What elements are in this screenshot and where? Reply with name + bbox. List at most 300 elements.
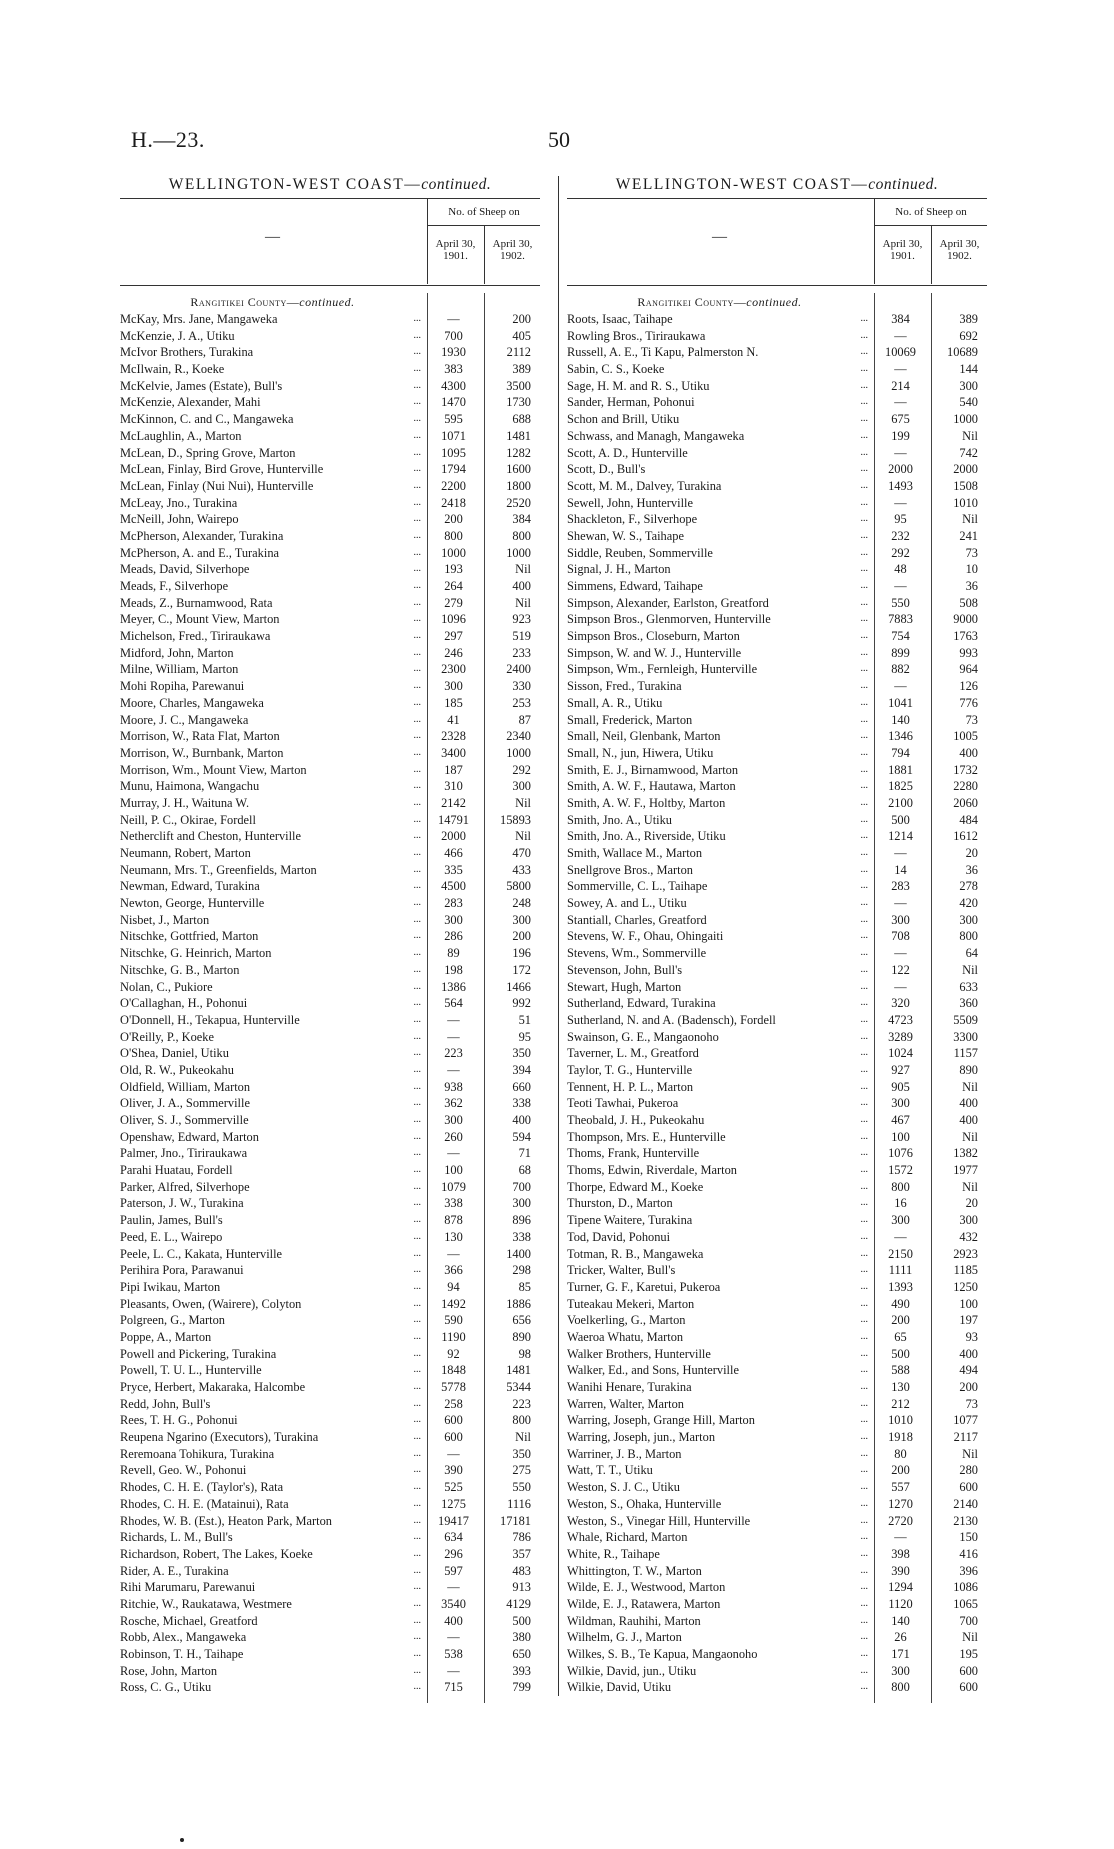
sheep-1901: 2418 xyxy=(441,495,466,510)
table-row xyxy=(567,862,987,879)
sheep-1902: 1065 xyxy=(953,1596,978,1611)
sheep-1902: 73 xyxy=(965,712,978,727)
sheep-1901: 198 xyxy=(444,962,463,977)
sheep-1902: 594 xyxy=(512,1129,531,1144)
sheep-1901: 100 xyxy=(444,1163,463,1178)
table-row xyxy=(120,678,540,695)
owner-name: Paterson, J. W., Turakina ... xyxy=(120,1196,421,1211)
sheep-1901: 26 xyxy=(894,1630,907,1645)
table-row xyxy=(120,695,540,712)
sheep-1902: 100 xyxy=(959,1296,978,1311)
owner-name: Scott, A. D., Hunterville ... xyxy=(567,445,868,460)
sheep-1901: 390 xyxy=(444,1463,463,1478)
table-row xyxy=(567,595,987,612)
owner-name: Revell, Geo. W., Pohonui ... xyxy=(120,1463,421,1478)
owner-name: Siddle, Reuben, Sommerville ... xyxy=(567,545,868,560)
sheep-1902: 380 xyxy=(512,1630,531,1645)
sheep-1901: 10069 xyxy=(885,345,916,360)
table-row xyxy=(567,1045,987,1062)
sheep-1901: 122 xyxy=(891,962,910,977)
table-row xyxy=(120,1496,540,1513)
table-row xyxy=(120,661,540,678)
sheep-1901: 3540 xyxy=(441,1596,466,1611)
sheep-1901: 279 xyxy=(444,595,463,610)
sheep-1902: 200 xyxy=(959,1380,978,1394)
sheep-1902: 2923 xyxy=(953,1246,978,1261)
sheep-1901: 65 xyxy=(894,1329,907,1344)
table-row xyxy=(120,495,540,512)
sheep-1902: 9000 xyxy=(953,612,978,627)
owner-name: Parker, Alfred, Silverhope ... xyxy=(120,1179,421,1194)
table-row xyxy=(567,1162,987,1179)
sheep-1901: — xyxy=(894,362,907,377)
owner-name: Wilkes, S. B., Te Kapua, Mangaonoho ... xyxy=(567,1647,868,1661)
table-row xyxy=(567,495,987,512)
owner-name: Schon and Brill, Utiku ... xyxy=(567,412,868,427)
owner-name: Sage, H. M. and R. S., Utiku ... xyxy=(567,378,868,393)
sheep-1902: 470 xyxy=(512,846,531,860)
owner-name: Wilde, E. J., Ratawera, Marton ... xyxy=(567,1596,868,1611)
sheep-1901: 338 xyxy=(444,1196,463,1211)
owner-name: Weston, S., Ohaka, Hunterville ... xyxy=(567,1496,868,1511)
sheep-1901: 14791 xyxy=(438,812,469,827)
owner-name: Simpson, W. and W. J., Hunterville ... xyxy=(567,645,868,660)
owner-name: Scott, D., Bull's ... xyxy=(567,462,868,477)
owner-name: Thorpe, Edward M., Koeke ... xyxy=(567,1179,868,1194)
owner-name: Totman, R. B., Mangaweka ... xyxy=(567,1246,868,1261)
table-row xyxy=(567,1496,987,1513)
sheep-1901: 754 xyxy=(891,629,910,644)
sheep-1901: 1000 xyxy=(441,545,466,560)
table-row xyxy=(567,528,987,545)
sheep-1901: 187 xyxy=(444,762,463,777)
sheep-1901: — xyxy=(894,979,907,994)
table-row xyxy=(120,1229,540,1246)
sheep-1901: 1079 xyxy=(441,1179,466,1194)
sheep-1901: 300 xyxy=(891,1663,910,1678)
sheep-1901: — xyxy=(894,679,907,694)
sheep-1902: 350 xyxy=(512,1446,531,1461)
table-row xyxy=(120,1246,540,1263)
owner-name: Smith, Jno. A., Utiku ... xyxy=(567,812,868,827)
sheep-1901: 212 xyxy=(891,1396,910,1411)
table-row xyxy=(120,611,540,628)
sheep-1901: — xyxy=(447,1146,460,1161)
table-row xyxy=(120,361,540,378)
owner-name: Pryce, Herbert, Makaraka, Halcombe ... xyxy=(120,1380,421,1394)
owner-name: White, R., Taihape ... xyxy=(567,1546,868,1561)
owner-name: Simpson Bros., Closeburn, Marton ... xyxy=(567,629,868,644)
sheep-1902: 1000 xyxy=(506,545,531,560)
sheep-1902: 400 xyxy=(959,745,978,760)
table-row xyxy=(567,1212,987,1229)
sheep-1901: 320 xyxy=(891,996,910,1011)
sheep-1902: 200 xyxy=(512,312,531,326)
sheep-1902: 197 xyxy=(959,1313,978,1328)
owner-name: Roots, Isaac, Taihape ... xyxy=(567,312,868,326)
sheep-1901: 296 xyxy=(444,1546,463,1561)
owner-name: McPherson, Alexander, Turakina ... xyxy=(120,528,421,543)
sheep-1902: Nil xyxy=(515,795,531,810)
sheep-1902: 275 xyxy=(512,1463,531,1478)
table-row xyxy=(120,745,540,762)
owner-name: Moore, J. C., Mangaweka ... xyxy=(120,712,421,727)
table-row xyxy=(567,1112,987,1129)
owner-name: Warring, Joseph, Grange Hill, Marton ... xyxy=(567,1413,868,1428)
owner-name: Old, R. W., Pukeokahu ... xyxy=(120,1062,421,1077)
table-row xyxy=(567,1596,987,1613)
sheep-1902: 10689 xyxy=(947,345,978,360)
sheep-1902: 360 xyxy=(959,996,978,1011)
owner-name: Perihira Pora, Parawanui ... xyxy=(120,1263,421,1278)
sheep-1901: 14 xyxy=(894,862,907,877)
sheep-1902: 913 xyxy=(512,1580,531,1595)
sheep-1902: 195 xyxy=(959,1647,978,1661)
sheep-1901: 2328 xyxy=(441,729,466,744)
owner-name: O'Reilly, P., Koeke ... xyxy=(120,1029,421,1044)
table-row xyxy=(120,1546,540,1563)
table-row xyxy=(120,1479,540,1496)
table-row xyxy=(120,1212,540,1229)
sheep-1902: 1000 xyxy=(506,745,531,760)
table-row xyxy=(567,344,987,361)
sheep-1902: 200 xyxy=(512,929,531,944)
owner-name: Moore, Charles, Mangaweka ... xyxy=(120,695,421,710)
owner-name: Rihi Marumaru, Parewanui ... xyxy=(120,1580,421,1595)
owner-name: McKay, Mrs. Jane, Mangaweka ... xyxy=(120,312,421,326)
owner-name: Powell, T. U. L., Hunterville ... xyxy=(120,1363,421,1378)
sheep-1902: Nil xyxy=(962,962,978,977)
sheep-1901: 938 xyxy=(444,1079,463,1094)
sheep-1901: 95 xyxy=(894,512,907,527)
owner-name: Reremoana Tohikura, Turakina ... xyxy=(120,1446,421,1461)
sheep-1902: 964 xyxy=(959,662,978,677)
sheep-1901: 292 xyxy=(891,545,910,560)
sheep-1902: 36 xyxy=(965,862,978,877)
sheep-1902: Nil xyxy=(515,595,531,610)
sheep-1901: 1918 xyxy=(888,1430,913,1445)
sheep-1902: 1977 xyxy=(953,1163,978,1178)
table-row xyxy=(120,762,540,779)
header-1902: April 30, 1902. xyxy=(931,225,987,284)
owner-name: Taverner, L. M., Greatford ... xyxy=(567,1046,868,1061)
table-row xyxy=(567,378,987,395)
sheep-1901: 1214 xyxy=(888,829,913,844)
sheep-1901: 1386 xyxy=(441,979,466,994)
owner-name: Morrison, W., Rata Flat, Marton ... xyxy=(120,729,421,744)
sheep-1901: 130 xyxy=(891,1380,910,1394)
sheep-1901: 19417 xyxy=(438,1513,469,1528)
sheep-1902: 71 xyxy=(518,1146,531,1161)
sheep-1901: 89 xyxy=(447,946,460,961)
owner-name: Sisson, Fred., Turakina ... xyxy=(567,679,868,694)
table-header xyxy=(120,198,540,286)
sheep-1901: 390 xyxy=(891,1563,910,1578)
owner-name: McIlwain, R., Koeke ... xyxy=(120,362,421,377)
table-row xyxy=(120,411,540,428)
table-row xyxy=(120,812,540,829)
owner-name: Turner, G. F., Karetui, Pukeroa ... xyxy=(567,1279,868,1294)
sheep-1902: 500 xyxy=(512,1613,531,1628)
sheep-1902: Nil xyxy=(962,1179,978,1194)
sheep-1901: 1120 xyxy=(888,1596,913,1611)
sheep-1901: 1071 xyxy=(441,428,466,443)
table-row xyxy=(567,411,987,428)
table-row xyxy=(120,795,540,812)
sheep-1902: 300 xyxy=(959,378,978,393)
sheep-1901: 715 xyxy=(444,1680,463,1695)
owner-name: McLean, Finlay, Bird Grove, Hunterville ... xyxy=(120,462,421,477)
sheep-1901: 264 xyxy=(444,579,463,593)
sheep-1902: 1481 xyxy=(506,1363,531,1378)
owner-name: Reupena Ngarino (Executors), Turakina ... xyxy=(120,1430,421,1445)
table-row xyxy=(567,1012,987,1029)
sheep-1902: 2140 xyxy=(953,1496,978,1511)
owner-name: Rees, T. H. G., Pohonui ... xyxy=(120,1413,421,1428)
owner-name: McKinnon, C. and C., Mangaweka ... xyxy=(120,412,421,427)
table-row xyxy=(567,945,987,962)
sheep-1902: 357 xyxy=(512,1546,531,1561)
left-column xyxy=(120,176,540,1703)
page-number: 50 xyxy=(548,127,570,152)
sheep-1902: 1800 xyxy=(506,478,531,493)
table-row xyxy=(120,895,540,912)
sheep-1901: 232 xyxy=(891,528,910,543)
sheep-1902: Nil xyxy=(515,1430,531,1445)
owner-name: Rhodes, W. B. (Est.), Heaton Park, Marton ... xyxy=(120,1513,421,1528)
sheep-1901: 794 xyxy=(891,745,910,760)
sheep-1901: — xyxy=(894,846,907,860)
table-rows xyxy=(567,311,987,1696)
sheep-1902: 20 xyxy=(965,1196,978,1211)
table-row xyxy=(120,1613,540,1630)
sheep-1901: 140 xyxy=(891,712,910,727)
sheep-1901: 634 xyxy=(444,1530,463,1545)
sheep-1901: 1572 xyxy=(888,1163,913,1178)
sheep-1902: 1282 xyxy=(506,445,531,460)
sheep-1901: 557 xyxy=(891,1480,910,1495)
table-row xyxy=(120,545,540,562)
table-row xyxy=(567,1563,987,1580)
header-dash: — xyxy=(712,229,727,245)
sheep-1902: 896 xyxy=(512,1213,531,1228)
sheep-1902: 2117 xyxy=(953,1430,978,1445)
table-row xyxy=(120,595,540,612)
column-title: WELLINGTON-WEST COAST—continued. xyxy=(615,176,939,193)
sheep-1901: 200 xyxy=(891,1463,910,1478)
table-row xyxy=(120,1029,540,1046)
owner-name: Tod, David, Pohonui ... xyxy=(567,1229,868,1244)
owner-name: Whittington, T. W., Marton ... xyxy=(567,1563,868,1578)
sheep-1901: 300 xyxy=(444,912,463,927)
owner-name: Ritchie, W., Raukatawa, Westmere ... xyxy=(120,1596,421,1611)
table-row xyxy=(567,1095,987,1112)
owner-name: Smith, Wallace M., Marton ... xyxy=(567,846,868,860)
header-dash: — xyxy=(265,229,280,245)
table-row xyxy=(567,1129,987,1146)
owner-name: Small, Neil, Glenbank, Marton ... xyxy=(567,729,868,744)
sheep-1902: 799 xyxy=(512,1680,531,1695)
sheep-1902: 688 xyxy=(512,412,531,427)
sheep-1902: 400 xyxy=(959,1346,978,1361)
sheep-1901: 300 xyxy=(891,1213,910,1228)
owner-name: McPherson, A. and E., Turakina ... xyxy=(120,545,421,560)
sheep-1902: 350 xyxy=(512,1046,531,1061)
table-row xyxy=(567,1629,987,1646)
table-row xyxy=(567,428,987,445)
sheep-1902: 172 xyxy=(512,962,531,977)
owner-name: Tuteakau Mekeri, Marton ... xyxy=(567,1296,868,1311)
table-body xyxy=(120,293,540,1703)
sheep-1902: 700 xyxy=(512,1179,531,1194)
sheep-1902: 600 xyxy=(959,1680,978,1695)
sheep-1902: Nil xyxy=(962,1129,978,1144)
sheep-1902: 1400 xyxy=(506,1246,531,1261)
owner-name: Sabin, C. S., Koeke ... xyxy=(567,362,868,377)
sheep-1902: 1250 xyxy=(953,1279,978,1294)
table-row xyxy=(567,1362,987,1379)
sheep-1901: 2100 xyxy=(888,795,913,810)
right-column xyxy=(567,176,987,1703)
print-mark xyxy=(180,1838,184,1842)
sheep-1901: 600 xyxy=(444,1430,463,1445)
table-row xyxy=(120,1529,540,1546)
sheep-1901: 927 xyxy=(891,1062,910,1077)
table-row xyxy=(120,328,540,345)
sheep-1902: 400 xyxy=(959,1096,978,1111)
table-row xyxy=(567,1579,987,1596)
sheep-1901: — xyxy=(894,395,907,410)
sheep-1902: 600 xyxy=(959,1480,978,1495)
table-row xyxy=(120,461,540,478)
sheep-1901: 600 xyxy=(444,1413,463,1428)
sheep-1901: 538 xyxy=(444,1647,463,1661)
sheep-1902: 890 xyxy=(512,1329,531,1344)
table-row xyxy=(120,979,540,996)
sheep-1902: 416 xyxy=(959,1546,978,1561)
sheep-1901: 2000 xyxy=(888,462,913,477)
sheep-1901: 286 xyxy=(444,929,463,944)
owner-name: Wilde, E. J., Westwood, Marton ... xyxy=(567,1580,868,1595)
sheep-1901: 398 xyxy=(891,1546,910,1561)
sheep-1902: 2000 xyxy=(953,462,978,477)
sheep-1901: 258 xyxy=(444,1396,463,1411)
header-1901: April 30, 1901. xyxy=(427,225,483,284)
sheep-1902: 278 xyxy=(959,879,978,894)
owner-name: Smith, A. W. F., Hautawa, Marton ... xyxy=(567,779,868,794)
table-row xyxy=(120,1462,540,1479)
table-row xyxy=(120,862,540,879)
sheep-1902: 98 xyxy=(518,1346,531,1361)
sheep-1902: 923 xyxy=(512,612,531,627)
sheep-1902: 650 xyxy=(512,1647,531,1661)
table-row xyxy=(567,1279,987,1296)
owner-name: Warren, Walter, Marton ... xyxy=(567,1396,868,1411)
owner-name: McLaughlin, A., Marton ... xyxy=(120,428,421,443)
sheep-1902: 20 xyxy=(965,846,978,860)
sheep-1902: 3300 xyxy=(953,1029,978,1044)
sheep-1902: 540 xyxy=(959,395,978,410)
table-row xyxy=(120,1045,540,1062)
table-row xyxy=(567,712,987,729)
sheep-1902: 87 xyxy=(518,712,531,727)
owner-name: Parahi Huatau, Fordell ... xyxy=(120,1163,421,1178)
sheep-1902: 1600 xyxy=(506,462,531,477)
report-code: H.—23. xyxy=(131,127,205,152)
sheep-1902: 433 xyxy=(512,862,531,877)
owner-name: McLean, Finlay (Nui Nui), Hunterville ... xyxy=(120,478,421,493)
sheep-1902: 233 xyxy=(512,645,531,660)
table-row xyxy=(120,845,540,862)
sheep-1901: 1111 xyxy=(888,1263,913,1278)
table-row xyxy=(567,478,987,495)
owner-name: Voelkerling, G., Marton ... xyxy=(567,1313,868,1328)
owner-name: Milne, William, Marton ... xyxy=(120,662,421,677)
sheep-1901: 80 xyxy=(894,1446,907,1461)
sheep-1901: 4300 xyxy=(441,378,466,393)
sheep-1902: 300 xyxy=(959,1213,978,1228)
sheep-1901: 2150 xyxy=(888,1246,913,1261)
table-row xyxy=(567,1179,987,1196)
table-row xyxy=(567,645,987,662)
owner-name: Nitschke, Gottfried, Marton ... xyxy=(120,929,421,944)
sheep-1902: 432 xyxy=(959,1229,978,1244)
sheep-1901: 597 xyxy=(444,1563,463,1578)
table-row xyxy=(567,1246,987,1263)
owner-name: Stevenson, John, Bull's ... xyxy=(567,962,868,977)
sheep-1901: 1095 xyxy=(441,445,466,460)
table-row xyxy=(120,1062,540,1079)
sheep-1901: 283 xyxy=(444,896,463,911)
sheep-1902: 890 xyxy=(959,1062,978,1077)
sheep-1901: 171 xyxy=(891,1647,910,1661)
sheep-1901: 4723 xyxy=(888,1012,913,1027)
sheep-1902: 389 xyxy=(512,362,531,377)
sheep-1902: 73 xyxy=(965,545,978,560)
sheep-1902: 519 xyxy=(512,629,531,644)
table-body xyxy=(567,293,987,1703)
owner-name: Oldfield, William, Marton ... xyxy=(120,1079,421,1094)
sheep-1902: 5344 xyxy=(506,1380,531,1394)
sheep-1902: 253 xyxy=(512,695,531,710)
sheep-1902: 600 xyxy=(959,1663,978,1678)
sheep-1902: 338 xyxy=(512,1096,531,1111)
sheep-1901: — xyxy=(894,495,907,510)
owner-name: Warriner, J. B., Marton ... xyxy=(567,1446,868,1461)
owner-name: Smith, Jno. A., Riverside, Utiku ... xyxy=(567,829,868,844)
owner-name: Rosche, Michael, Greatford ... xyxy=(120,1613,421,1628)
sheep-1901: 300 xyxy=(444,679,463,694)
sheep-1902: 144 xyxy=(959,362,978,377)
owner-name: Stevens, W. F., Ohau, Ohingaiti ... xyxy=(567,929,868,944)
sheep-1901: 400 xyxy=(444,1613,463,1628)
sheep-1901: 383 xyxy=(444,362,463,377)
sheep-1901: 466 xyxy=(444,846,463,860)
owner-name: Meads, Z., Burnamwood, Rata ... xyxy=(120,595,421,610)
sheep-1902: 223 xyxy=(512,1396,531,1411)
table-row xyxy=(567,1462,987,1479)
table-row xyxy=(120,645,540,662)
sheep-1902: 1010 xyxy=(953,495,978,510)
sheep-1901: 675 xyxy=(891,412,910,427)
owner-name: O'Donnell, H., Tekapua, Hunterville ... xyxy=(120,1012,421,1027)
sheep-1901: — xyxy=(894,1530,907,1545)
sheep-1902: 10 xyxy=(965,562,978,577)
sheep-1901: 300 xyxy=(444,1113,463,1127)
sheep-1902: 992 xyxy=(512,996,531,1011)
table-row xyxy=(120,1563,540,1580)
sheep-1901: 200 xyxy=(891,1313,910,1328)
